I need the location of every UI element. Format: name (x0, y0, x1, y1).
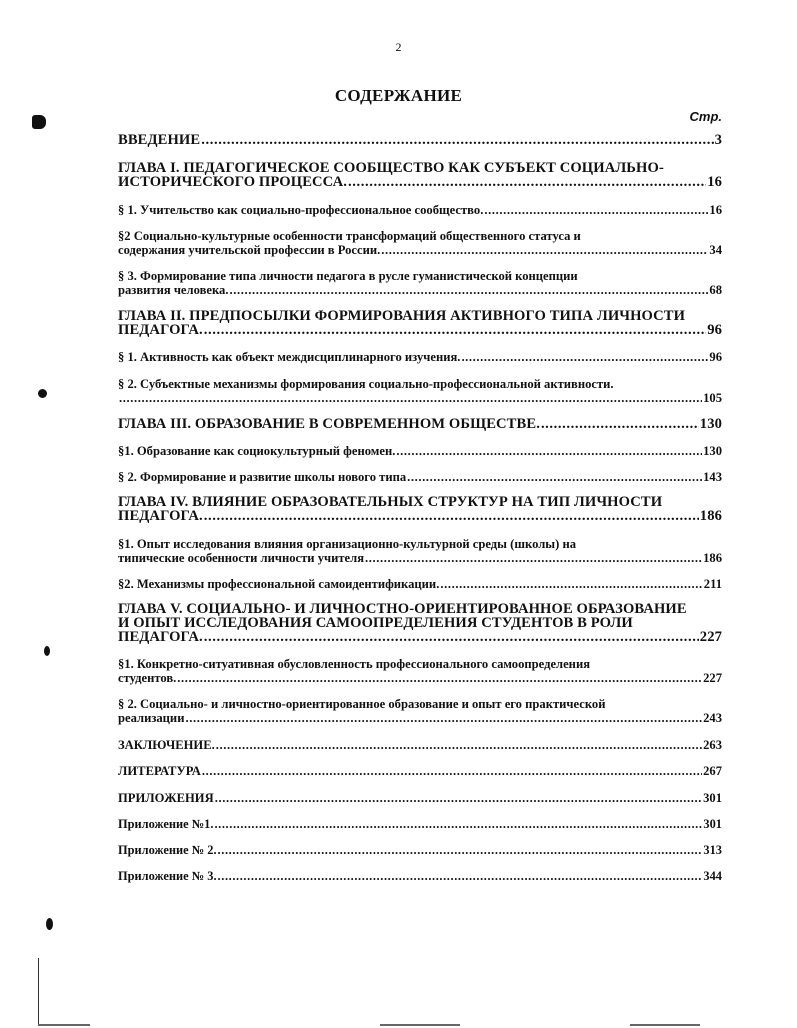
toc-entry-title: §1. Конкретно-ситуативная обусловленность профессионального самоопределения (118, 657, 591, 671)
toc-page-number: 143 (703, 470, 722, 484)
toc-entry-title-cont: ПЕДАГОГА. (118, 508, 203, 524)
dot-leader (365, 551, 702, 565)
toc-entry-title: § 3. Формирование типа личности педагога в русле гуманистической концепции (118, 269, 578, 283)
toc-page-number: 68 (709, 283, 722, 297)
toc-entry-title-cont: содержания учительской профессии в России. (118, 243, 381, 257)
page-number: 2 (395, 40, 402, 54)
dot-leader (461, 350, 708, 364)
toc-page-number: 263 (703, 738, 722, 752)
toc-page-number: 130 (703, 444, 722, 458)
toc-page-number: 313 (703, 843, 722, 857)
dot-leader (381, 243, 708, 257)
toc-page-number: 186 (703, 551, 722, 565)
dot-leader (218, 869, 703, 883)
scan-mark (46, 918, 53, 930)
dot-leader (484, 203, 708, 217)
page-column-label: Стр. (689, 109, 722, 124)
toc-entry-chapter-1[interactable] (118, 161, 722, 189)
dot-leader (440, 577, 702, 591)
toc-entry-title: ЗАКЛЮЧЕНИЕ. (118, 738, 215, 752)
toc-entry-appendices[interactable] (118, 791, 722, 805)
toc-entry-introduction[interactable] (118, 133, 722, 147)
toc-entry-title: ГЛАВА I. ПЕДАГОГИЧЕСКОЕ СООБЩЕСТВО КАК СУБЪЕКТ СОЦИАЛЬНО- (118, 161, 664, 175)
dot-leader (204, 323, 706, 337)
toc-entry-ch1-sec2[interactable] (118, 229, 722, 257)
dot-leader (215, 791, 702, 805)
toc-entry-ch3-sec2[interactable] (118, 470, 722, 484)
toc-page-number: 301 (703, 791, 722, 805)
toc-entry-appendix-3[interactable] (118, 869, 722, 883)
toc-entry-title: Приложение № 2. (118, 843, 217, 857)
toc-entry-title-cont: ИСТОРИЧЕСКОГО ПРОЦЕССА. (118, 174, 347, 190)
toc-entry-appendix-2[interactable] (118, 843, 722, 857)
toc-entry-title-cont: развития человека. (118, 283, 229, 297)
toc-entry-chapter-2[interactable] (118, 309, 722, 337)
toc-entry-title: Приложение № 3. (118, 869, 217, 883)
toc-entry-title: § 1. Учительство как социально-профессиональное сообщество. (118, 203, 484, 217)
toc-entry-ch4-sec2[interactable] (118, 577, 722, 591)
toc-entry-ch1-sec3[interactable] (118, 269, 722, 297)
toc-page-number: 243 (703, 711, 722, 725)
toc-entry-ch3-sec1[interactable] (118, 444, 722, 458)
toc-entry-title: § 2. Субъектные механизмы формирования социально-профессиональной активности. (118, 377, 614, 391)
dot-leader (216, 738, 702, 752)
scan-mark (32, 115, 46, 129)
toc-page-number: 227 (703, 671, 722, 685)
toc-entry-ch4-sec1[interactable] (118, 537, 722, 565)
scan-mark (38, 389, 47, 398)
toc-page-number: 3 (714, 132, 722, 148)
toc-page-number: 105 (703, 391, 722, 405)
toc-entry-title: ЛИТЕРАТУРА (118, 764, 201, 778)
dot-leader (218, 843, 703, 857)
toc-entry-title: § 1. Активность как объект междисциплинарного изучения. (118, 350, 461, 364)
scan-mark (44, 646, 50, 656)
dot-leader (201, 133, 713, 147)
toc-entry-chapter-4[interactable] (118, 495, 722, 523)
toc-page-number: 211 (703, 577, 722, 591)
scan-edge-line (380, 1024, 460, 1026)
toc-entry-conclusion[interactable] (118, 738, 722, 752)
dot-leader (177, 671, 702, 685)
toc-entry-title: §1. Образование как социокультурный феномен. (118, 444, 396, 458)
dot-leader (204, 630, 699, 644)
toc-entry-appendix-1[interactable] (118, 817, 722, 831)
toc-page-number: 16 (709, 203, 722, 217)
dot-leader (541, 417, 699, 431)
toc-entry-title: ПРИЛОЖЕНИЯ (118, 791, 214, 805)
toc-entry-title-cont: ПЕДАГОГА. (118, 629, 203, 645)
toc-page-number: 96 (709, 350, 722, 364)
scan-edge-line (38, 1024, 90, 1026)
toc-page-number: 130 (699, 416, 722, 432)
toc-entry-title: ГЛАВА V. СОЦИАЛЬНО- И ЛИЧНОСТНО-ОРИЕНТИРОВАННОЕ ОБРАЗОВАНИЕ (118, 602, 687, 616)
toc-page-number: 267 (703, 764, 722, 778)
toc-entry-ch1-sec1[interactable] (118, 203, 722, 217)
dot-leader (407, 470, 702, 484)
toc-page-number: 34 (709, 243, 722, 257)
toc-entry-title: § 2. Формирование и развитие школы нового типа (118, 470, 407, 484)
toc-entry-literature[interactable] (118, 764, 722, 778)
toc-page-number: 16 (707, 174, 722, 190)
toc-page-number: 227 (699, 629, 722, 645)
toc-entry-title: §2 Социально-культурные особенности трансформаций общественного статуса и (118, 229, 581, 243)
toc-entry-title: §2. Механизмы профессиональной самоидентификации. (118, 577, 440, 591)
toc-entry-title: ГЛАВА III. ОБРАЗОВАНИЕ В СОВРЕМЕННОМ ОБЩЕСТВЕ. (118, 416, 540, 432)
toc-entry-ch5-sec2[interactable] (118, 697, 722, 725)
toc-entry-title-cont: ПЕДАГОГА. (118, 322, 203, 338)
toc-entry-ch5-sec1[interactable] (118, 657, 722, 685)
dot-leader (214, 817, 702, 831)
toc-entry-title: §1. Опыт исследования влияния организационно-культурной среды (школы) на (118, 537, 576, 551)
toc-entry-title: Приложение №1. (118, 817, 214, 831)
scan-edge-line (630, 1024, 700, 1026)
toc-page-number: 301 (703, 817, 722, 831)
toc-page-number: 96 (707, 322, 722, 338)
toc-entry-title: § 2. Социально- и личностно-ориентированное образование и опыт его практической (118, 697, 606, 711)
dot-leader (119, 391, 702, 405)
scan-edge-line (38, 958, 39, 1026)
toc-entry-title-cont: реализации (118, 711, 185, 725)
dot-leader (396, 444, 702, 458)
toc-entry-title: ГЛАВА IV. ВЛИЯНИЕ ОБРАЗОВАТЕЛЬНЫХ СТРУКТУР НА ТИП ЛИЧНОСТИ (118, 495, 663, 509)
toc-entry-title-cont: студентов. (118, 671, 177, 685)
toc-entry-ch2-sec1[interactable] (118, 350, 722, 364)
toc-entry-title-cont: типические особенности личности учителя (118, 551, 365, 565)
dot-leader (229, 283, 708, 297)
page-title: СОДЕРЖАНИЕ (334, 86, 463, 105)
dot-leader (348, 175, 706, 189)
toc-page-number: 344 (703, 869, 722, 883)
toc-entry-chapter-3[interactable] (118, 417, 722, 431)
toc-entry-title: ГЛАВА II. ПРЕДПОСЫЛКИ ФОРМИРОВАНИЯ АКТИВНОГО ТИПА ЛИЧНОСТИ (118, 309, 686, 323)
toc-entry-chapter-5[interactable] (118, 602, 722, 644)
dot-leader (204, 509, 699, 523)
dot-leader (185, 711, 702, 725)
toc-entry-title-cont: И ОПЫТ ИССЛЕДОВАНИЯ САМООПРЕДЕЛЕНИЯ СТУДЕНТОВ В РОЛИ (118, 616, 633, 630)
toc-page-number: 186 (699, 508, 722, 524)
dot-leader (202, 764, 702, 778)
toc-entry-title: ВВЕДЕНИЕ (118, 132, 201, 148)
toc-entry-ch2-sec2[interactable] (118, 377, 722, 405)
